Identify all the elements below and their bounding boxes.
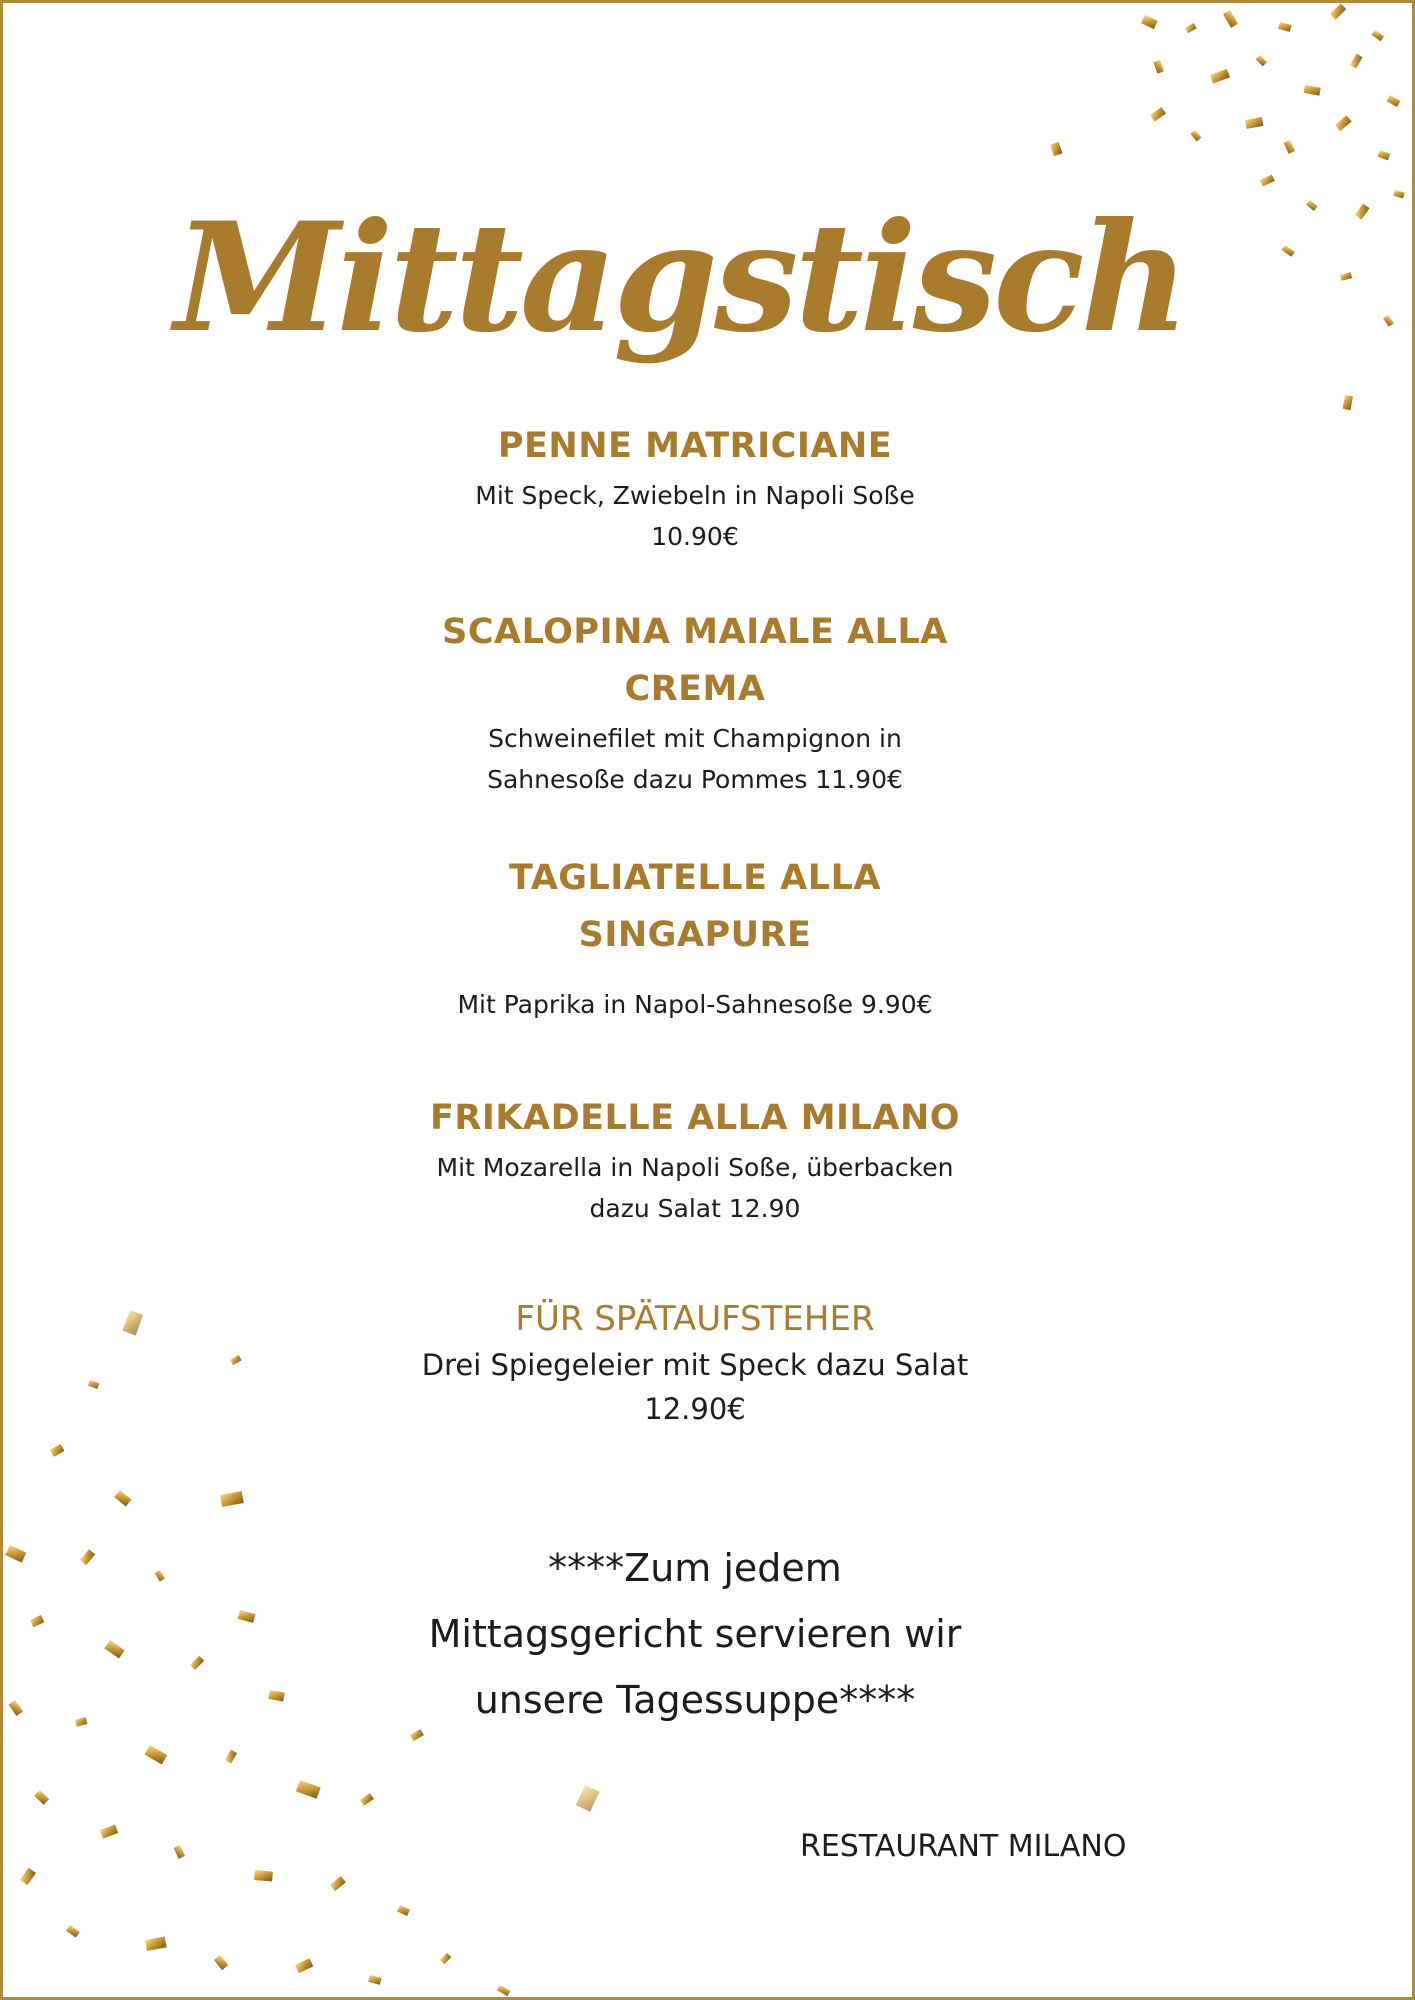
dish-description-line-1: Schweinefilet mit Champignon in: [488, 724, 902, 753]
soup-note-line-2: Mittagsgericht servieren wir: [428, 1612, 962, 1656]
dish-description-line-2: dazu Salat 12.90: [589, 1194, 801, 1223]
page-title: [174, 150, 1186, 420]
dish-description-line-1: Mit Mozarella in Napoli Soße, überbacken: [436, 1153, 954, 1182]
soup-note-line-3: unsere Tagessuppe****: [474, 1678, 916, 1722]
dish-name: PENNE MATRICIANE: [497, 426, 893, 466]
dish-scalopina-maiale: [390, 604, 1000, 800]
title-script-text: Mittagstisch: [174, 190, 1186, 366]
dish-price: 10.90€: [651, 522, 739, 551]
dish-fuer-spaetaufsteher: [390, 1295, 1000, 1431]
restaurant-name: RESTAURANT MILANO: [800, 1829, 1127, 1864]
dish-name-line-1: TAGLIATELLE ALLA: [509, 858, 881, 898]
dish-frikadelle: [390, 1090, 1000, 1229]
dish-description: Drei Spiegeleier mit Speck dazu Salat: [421, 1348, 969, 1382]
dish-name-line-1: SCALOPINA MAIALE ALLA: [442, 612, 948, 652]
soup-note-line-1: ****Zum jedem: [548, 1546, 842, 1590]
soup-note: [390, 1535, 1000, 1733]
dish-price: 12.90€: [644, 1392, 746, 1426]
dish-description: Mit Speck, Zwiebeln in Napoli Soße: [475, 481, 915, 510]
dish-name-line-2: SINGAPURE: [578, 915, 812, 955]
dish-description-line-2: Sahnesoße dazu Pommes 11.90€: [487, 765, 903, 794]
dish-tagliatelle: [390, 850, 1000, 1025]
dish-penne-matriciane: [390, 418, 1000, 557]
dish-description: Mit Paprika in Napol-Sahnesoße 9.90€: [457, 990, 933, 1019]
dish-name: FÜR SPÄTAUFSTEHER: [515, 1299, 875, 1339]
dish-name-line-2: CREMA: [624, 669, 766, 709]
dish-name: FRIKADELLE ALLA MILANO: [429, 1098, 960, 1138]
